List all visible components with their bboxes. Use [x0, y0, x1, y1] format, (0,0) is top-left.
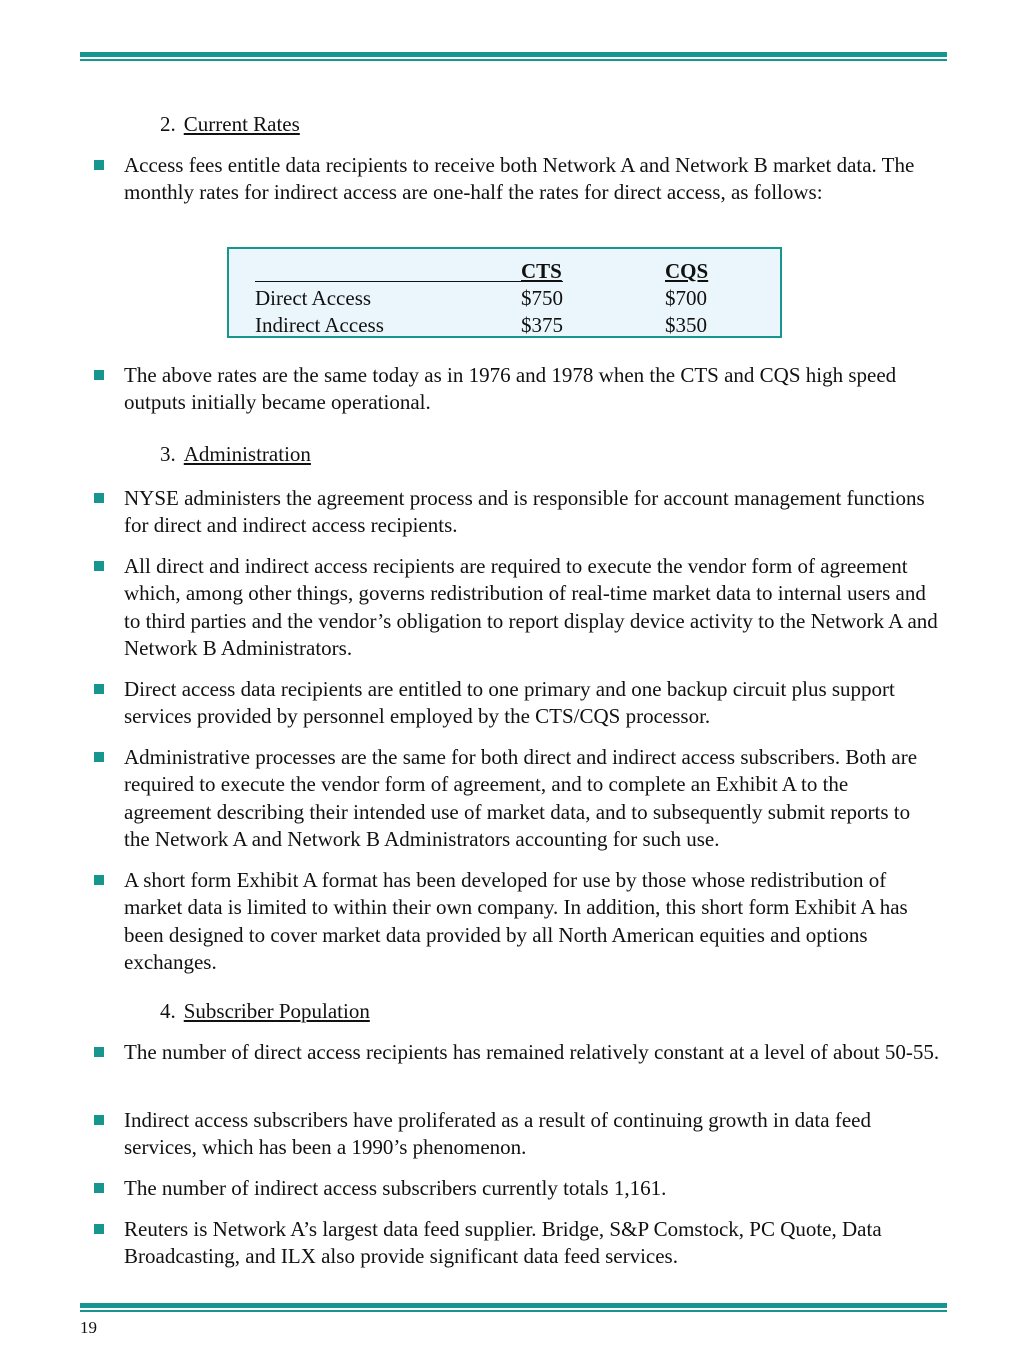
- table-cell: $700: [665, 286, 707, 310]
- table-cell: $375: [521, 313, 563, 337]
- square-bullet-icon: [94, 875, 104, 885]
- square-bullet-icon: [94, 1224, 104, 1234]
- top-rule: [80, 52, 947, 61]
- list-item: [90, 744, 940, 853]
- square-bullet-icon: [94, 493, 104, 503]
- section-title: Current Rates: [183, 112, 300, 136]
- list-item: [90, 553, 940, 662]
- section-number: 2.: [160, 112, 176, 136]
- square-bullet-icon: [94, 752, 104, 762]
- bullet-text: All direct and indirect access recipients are required to execute the vendor form of agreement which, among other things, governs redistribution of real-time market data to internal users and to third parties and the vendor’s obligation to report display device activity to the Network A and Network B Administrators.: [124, 554, 938, 660]
- table-header-cell: CQS: [665, 259, 709, 283]
- page-number: 19: [80, 1318, 97, 1337]
- bottom-rule: [80, 1303, 947, 1312]
- square-bullet-icon: [94, 684, 104, 694]
- square-bullet-icon: [94, 160, 104, 170]
- list-item: [90, 867, 940, 976]
- bullet-text: Access fees entitle data recipients to receive both Network A and Network B market data. The monthly rates for indirect access are one-half the rates for direct access, as follows:: [124, 153, 915, 205]
- bullet-text: Indirect access subscribers have proliferated as a result of continuing growth in data feed services, which has been a 1990’s phenomenon.: [124, 1108, 871, 1160]
- list-item: [90, 676, 940, 731]
- square-bullet-icon: [94, 370, 104, 380]
- table-cell: $350: [665, 313, 707, 337]
- list-item: [90, 362, 940, 417]
- list-item: [90, 1175, 940, 1202]
- section-heading-current-rates: [160, 111, 300, 138]
- section-title: Administration: [183, 442, 311, 466]
- bullet-text: The number of direct access recipients has remained relatively constant at a level of about 50-55.: [124, 1040, 940, 1064]
- bullet-text: The above rates are the same today as in 1976 and 1978 when the CTS and CQS high speed outputs initially became operational.: [124, 363, 897, 415]
- section-title: Subscriber Population: [183, 999, 370, 1023]
- section-number: 4.: [160, 999, 176, 1023]
- bullet-text: A short form Exhibit A format has been developed for use by those whose redistribution of market data is limited to within their own company. In addition, this short form Exhibit A has been designed to cover market data provided by all North American equities and options exchanges.: [124, 868, 908, 974]
- square-bullet-icon: [94, 561, 104, 571]
- bullet-text: Direct access data recipients are entitled to one primary and one backup circuit plus support services provided by personnel employed by the CTS/CQS processor.: [124, 677, 895, 729]
- list-item: [90, 485, 940, 540]
- table-header-cell: CTS: [521, 259, 562, 283]
- table-cell: Indirect Access: [255, 313, 384, 337]
- square-bullet-icon: [94, 1047, 104, 1057]
- section-heading-subscriber-population: [160, 998, 370, 1025]
- list-item: [90, 152, 940, 207]
- header-underline: [255, 281, 563, 282]
- section-number: 3.: [160, 442, 176, 466]
- section-heading-administration: [160, 441, 311, 468]
- list-item: [90, 1107, 940, 1162]
- bullet-text: NYSE administers the agreement process and is responsible for account management functions for direct and indirect access recipients.: [124, 486, 925, 538]
- list-item: [90, 1039, 940, 1066]
- square-bullet-icon: [94, 1183, 104, 1193]
- square-bullet-icon: [94, 1115, 104, 1125]
- bullet-text: The number of indirect access subscribers currently totals 1,161.: [124, 1176, 667, 1200]
- bullet-text: Reuters is Network A’s largest data feed supplier. Bridge, S&P Comstock, PC Quote, Data Broadcasting, and ILX also provide significant data feed services.: [124, 1217, 882, 1269]
- bullet-text: Administrative processes are the same for both direct and indirect access subscribers. Both are required to execute the vendor form of agreement, and to complete an Exhibit A to the agreement describing their intended use of market data, and to subsequently submit reports to the Network A and Network B Administrators accounting for such use.: [124, 745, 918, 851]
- list-item: [90, 1216, 940, 1271]
- rate-table: [227, 247, 782, 338]
- table-cell: $750: [521, 286, 563, 310]
- table-cell: Direct Access: [255, 286, 372, 310]
